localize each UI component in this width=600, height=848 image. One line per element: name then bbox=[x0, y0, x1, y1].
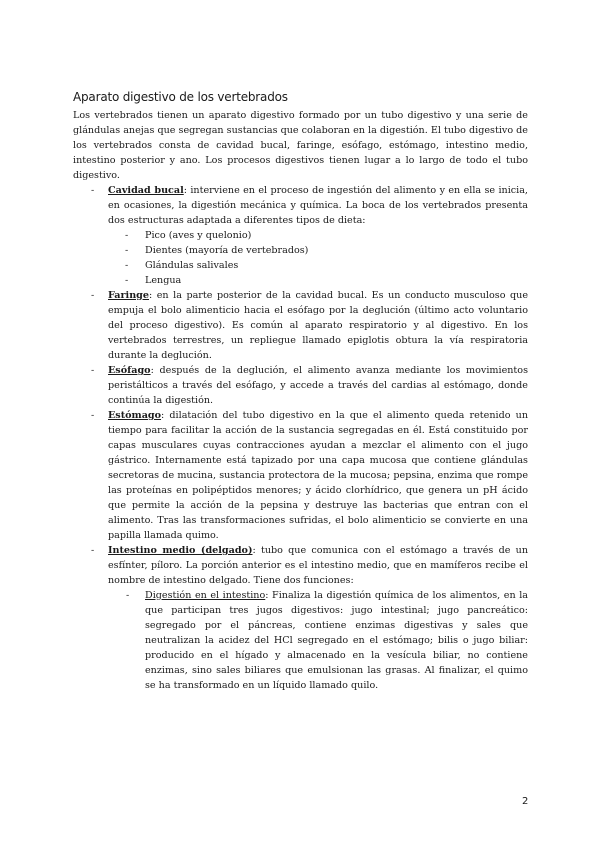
organ-list bbox=[73, 183, 528, 693]
sub-item-dientes: - Dientes (mayoría de vertebrados) bbox=[108, 243, 528, 258]
text-intestino-medio: : tubo que comunica con el estómago a través de un esfínter, píloro. La porción anterior es el intestino medio, que en mamíferos recibe el nombre de intestino delgado. Tiene dos funciones: bbox=[108, 545, 528, 586]
page-content bbox=[73, 90, 528, 693]
list-item-intestino-medio bbox=[73, 543, 528, 693]
text-cavidad-bucal: : interviene en el proceso de ingestión del alimento y en ella se inicia, en ocasiones, la digestión mecánica y química. La boca de los vertebrados presenta dos estructuras adaptada a diferentes tipos de dieta: bbox=[108, 185, 528, 226]
sub-item-pico: - Pico (aves y quelonio) bbox=[108, 228, 528, 243]
term-estomago: Estómago bbox=[108, 410, 162, 421]
text-faringe: : en la parte posterior de la cavidad bucal. Es un conducto musculoso que empuja el bolo alimenticio hacia el esófago por la deglución (último acto voluntario del proceso digestivo). Es común al aparato respiratorio y al digestivo. En los vertebrados terrestres, un repliegue llamado epiglotis obtura la vía respiratoria durante la deglución. bbox=[108, 290, 528, 361]
list-item-esofago bbox=[73, 363, 528, 408]
text-digestion-intestino: : Finaliza la digestión química de los alimentos, en la que participan tres jugos digestivos: jugo intestinal; jugo pancreático: segregado por el páncreas, contiene enzimas digestivas y sales que neutralizan la acidez del HCl segregado en el estómago; bilis o jugo biliar: producido en el hígado y almacenado en la vesícula biliar, no contiene enzimas, sino sales biliares que emulsionan las grasas. Al finalizar, el quimo se ha transformado en un líquido llamado quilo. bbox=[145, 590, 529, 691]
text-esofago: : después de la deglución, el alimento avanza mediante los movimientos peristálticos a través del esófago, y accede a través del cardias al estómago, donde continúa la digestión. bbox=[108, 365, 528, 406]
term-cavidad-bucal: Cavidad bucal bbox=[108, 185, 184, 196]
term-digestion-intestino: Digestión en el intestino bbox=[145, 590, 266, 601]
sub-item-glandulas: - Glándulas salivales bbox=[108, 258, 528, 273]
sub-item-digestion-intestino bbox=[108, 588, 528, 693]
term-faringe: Faringe bbox=[108, 290, 149, 301]
page-number: 2 bbox=[522, 796, 529, 807]
list-item-faringe bbox=[73, 288, 528, 363]
term-intestino-medio: Intestino medio (delgado) bbox=[108, 545, 253, 556]
term-esofago: Esófago bbox=[108, 365, 151, 376]
intro-paragraph: Los vertebrados tienen un aparato digestivo formado por un tubo digestivo y una serie de glándulas anejas que segregan sustancias que colaboran en la digestión. El tubo digestivo de los vertebrados consta de cavidad bucal, faringe, esófago, estómago, intestino medio, intestino posterior y ano. Los procesos digestivos tienen lugar a lo largo de todo el tubo digestivo. bbox=[73, 110, 528, 181]
text-estomago: : dilatación del tubo digestivo en la que el alimento queda retenido un tiempo para facilitar la acción de la sustancia segregadas en él. Está constituido por capas musculares cuyas contracciones ayudan a mezclar el alimento con el jugo gástrico. Internamente está tapizado por una capa mucosa que contiene glándulas secretoras de mucina, sustancia protectora de la mucosa; pepsina, enzima que rompe las proteínas en polipéptidos menores; y ácido clorhídrico, que genera un pH ácido que permite la acción de la pepsina y destruye las bacterias que entran con el alimento. Tras las transformaciones sufridas, el bolo alimenticio se convierte en una papilla llamada quimo. bbox=[108, 410, 528, 541]
list-item-estomago bbox=[73, 408, 528, 543]
funciones-sublist bbox=[108, 588, 528, 693]
list-item-cavidad-bucal bbox=[73, 183, 528, 288]
dieta-sublist bbox=[108, 228, 528, 288]
section-title: Aparato digestivo de los vertebrados bbox=[73, 90, 288, 104]
sub-item-lengua: - Lengua bbox=[108, 273, 528, 288]
